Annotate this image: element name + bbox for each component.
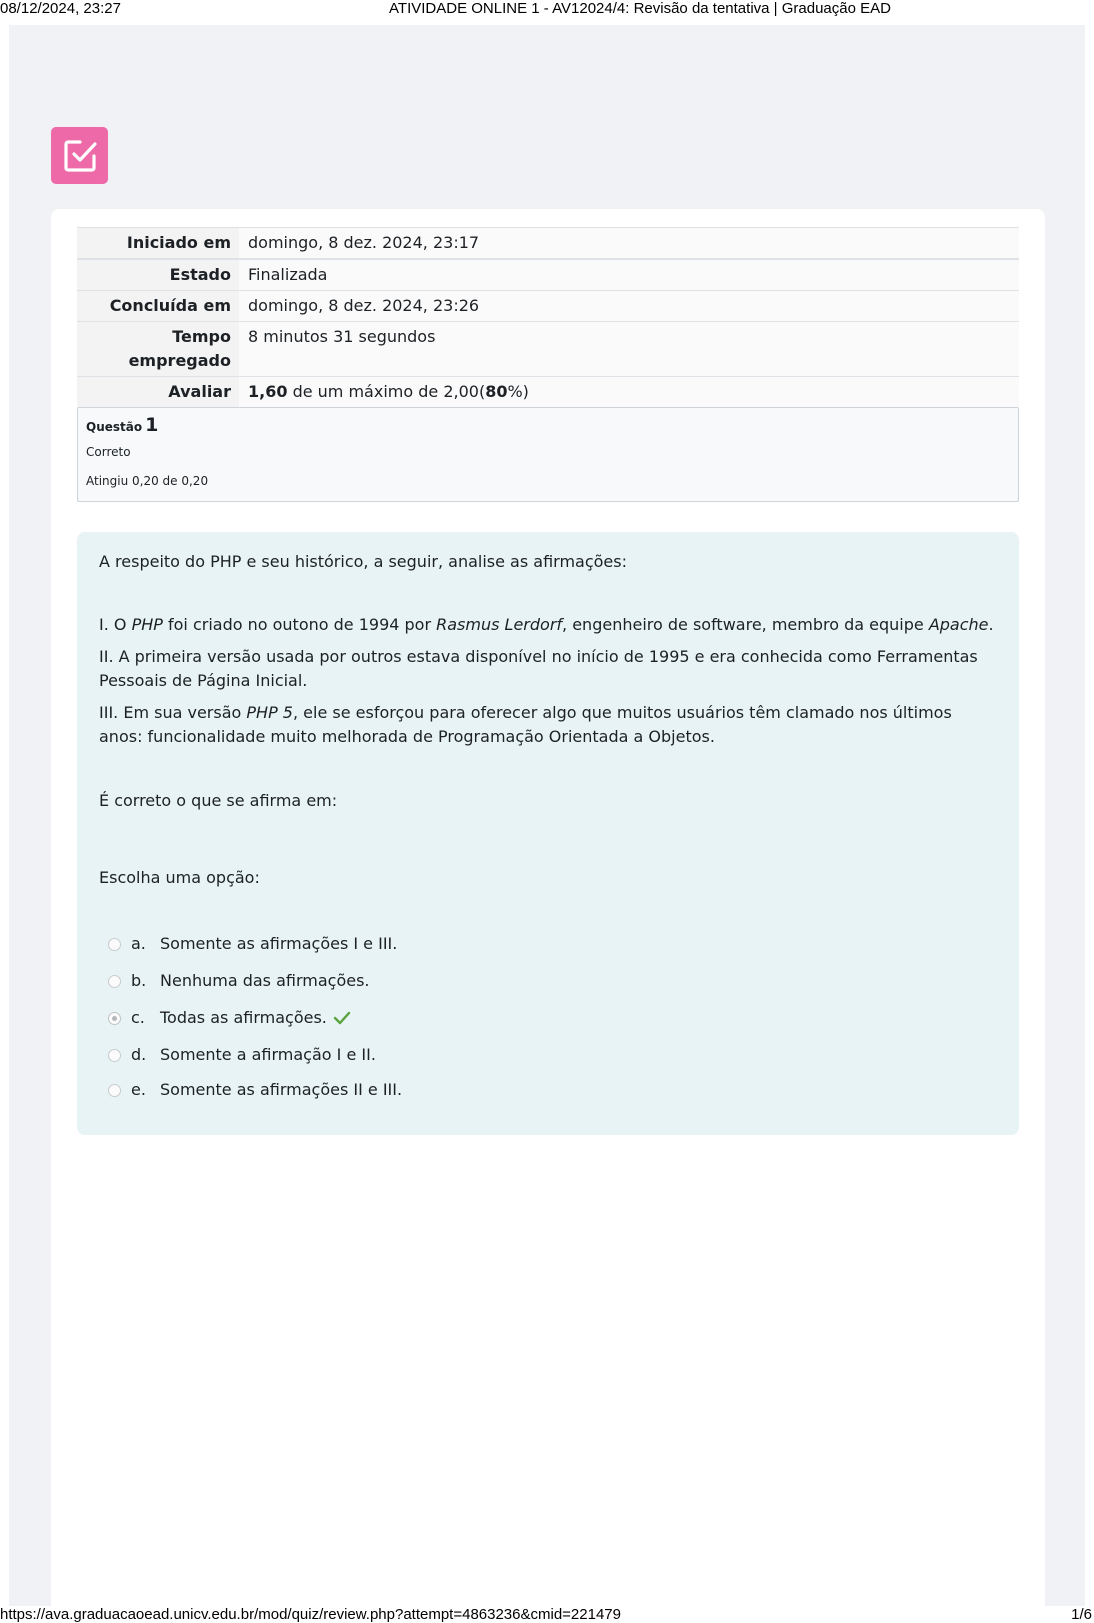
answer-option-d[interactable] <box>108 1043 376 1067</box>
option-letter: d. <box>131 1045 147 1064</box>
choose-option-label: Escolha uma opção: <box>99 868 260 887</box>
grade-percent: 80 <box>485 382 508 401</box>
radio-button[interactable] <box>108 1084 121 1097</box>
print-page-title: ATIVIDADE ONLINE 1 - AV12024/4: Revisão da tentativa | Graduação EAD <box>389 0 891 17</box>
print-header <box>0 0 1094 16</box>
grade-mid: de um máximo de 2,00( <box>287 382 486 401</box>
radio-button[interactable] <box>108 975 121 988</box>
correct-check-icon <box>333 1011 351 1025</box>
summary-row-started <box>77 228 1019 260</box>
grade-score: 1,60 <box>248 382 288 401</box>
summary-value <box>239 377 1019 407</box>
summary-value: Finalizada <box>239 260 1019 290</box>
option-text: Somente a afirmação I e II. <box>160 1045 376 1064</box>
option-text: Todas as afirmações. <box>160 1008 327 1027</box>
question-number <box>86 416 1010 436</box>
summary-label-line: empregado <box>128 351 231 370</box>
radio-button[interactable] <box>108 938 121 951</box>
text-run: foi criado no outono de 1994 por <box>162 615 437 634</box>
question-intro: A respeito do PHP e seu histórico, a seguir, analise as afirmações: <box>99 552 627 571</box>
answer-option-c[interactable] <box>108 1006 351 1030</box>
option-letter: b. <box>131 971 147 990</box>
answer-option-a[interactable] <box>108 932 397 956</box>
print-url: https://ava.graduacaoead.unicv.edu.br/mod/quiz/review.php?attempt=4863236&cmid=221479 <box>0 1606 621 1623</box>
text-run: III. Em sua versão <box>99 703 247 722</box>
question-label: Questão <box>86 420 143 434</box>
text-run: , engenheiro de software, membro da equipe <box>562 615 929 634</box>
summary-label: Iniciado em <box>77 228 239 258</box>
radio-button[interactable] <box>108 1049 121 1062</box>
text-run-italic: PHP <box>131 615 163 634</box>
answer-option-b[interactable] <box>108 969 370 993</box>
text-run: , ele se esforçou para oferecer algo que muitos usuários têm clamado nos últimos anos: funcionalidade muito melhorada de Programação Orientada a Objetos. <box>99 703 952 746</box>
print-datetime: 08/12/2024, 23:27 <box>0 0 121 17</box>
print-page-number: 1/6 <box>1071 1606 1092 1623</box>
quiz-activity-icon <box>51 127 108 184</box>
option-letter: e. <box>131 1080 146 1099</box>
radio-button-selected[interactable] <box>108 1012 121 1025</box>
text-run: I. O <box>99 615 132 634</box>
option-letter: a. <box>131 934 146 953</box>
checkbox-square-icon <box>63 139 97 173</box>
question-prompt: É correto o que se afirma em: <box>99 791 338 810</box>
statement-3 <box>99 701 997 749</box>
text-run-italic: PHP 5 <box>246 703 293 722</box>
statement-2: II. A primeira versão usada por outros estava disponível no início de 1995 e era conhecida como Ferramentas Pessoais de Página Inicial. <box>99 647 978 690</box>
attempt-summary-table <box>77 227 1019 407</box>
summary-value: domingo, 8 dez. 2024, 23:26 <box>239 291 1019 321</box>
answer-option-e[interactable] <box>108 1078 402 1102</box>
summary-label: Avaliar <box>77 377 239 407</box>
question-state: Correto <box>86 445 131 459</box>
option-text: Somente as afirmações I e III. <box>160 934 398 953</box>
summary-row-time <box>77 322 1019 377</box>
question-grade: Atingiu 0,20 de 0,20 <box>86 474 209 488</box>
summary-value: domingo, 8 dez. 2024, 23:17 <box>239 228 1019 258</box>
question-info-box <box>77 407 1019 502</box>
option-letter: c. <box>131 1008 145 1027</box>
grade-end: %) <box>507 382 529 401</box>
summary-row-completed <box>77 291 1019 322</box>
text-run: . <box>988 615 994 634</box>
option-text: Nenhuma das afirmações. <box>160 971 370 990</box>
summary-label <box>77 322 239 376</box>
summary-row-grade <box>77 377 1019 407</box>
question-content <box>77 532 1019 1135</box>
summary-label: Estado <box>77 260 239 290</box>
question-number-value: 1 <box>145 414 159 436</box>
print-footer <box>0 1606 1094 1622</box>
text-run-italic: Rasmus Lerdorf <box>436 615 563 634</box>
summary-value: 8 minutos 31 segundos <box>239 322 1019 376</box>
option-text: Somente as afirmações II e III. <box>160 1080 403 1099</box>
text-run-italic: Apache <box>928 615 989 634</box>
summary-label-line: Tempo <box>172 327 231 346</box>
summary-label: Concluída em <box>77 291 239 321</box>
statement-1 <box>99 613 997 637</box>
summary-row-state <box>77 260 1019 291</box>
